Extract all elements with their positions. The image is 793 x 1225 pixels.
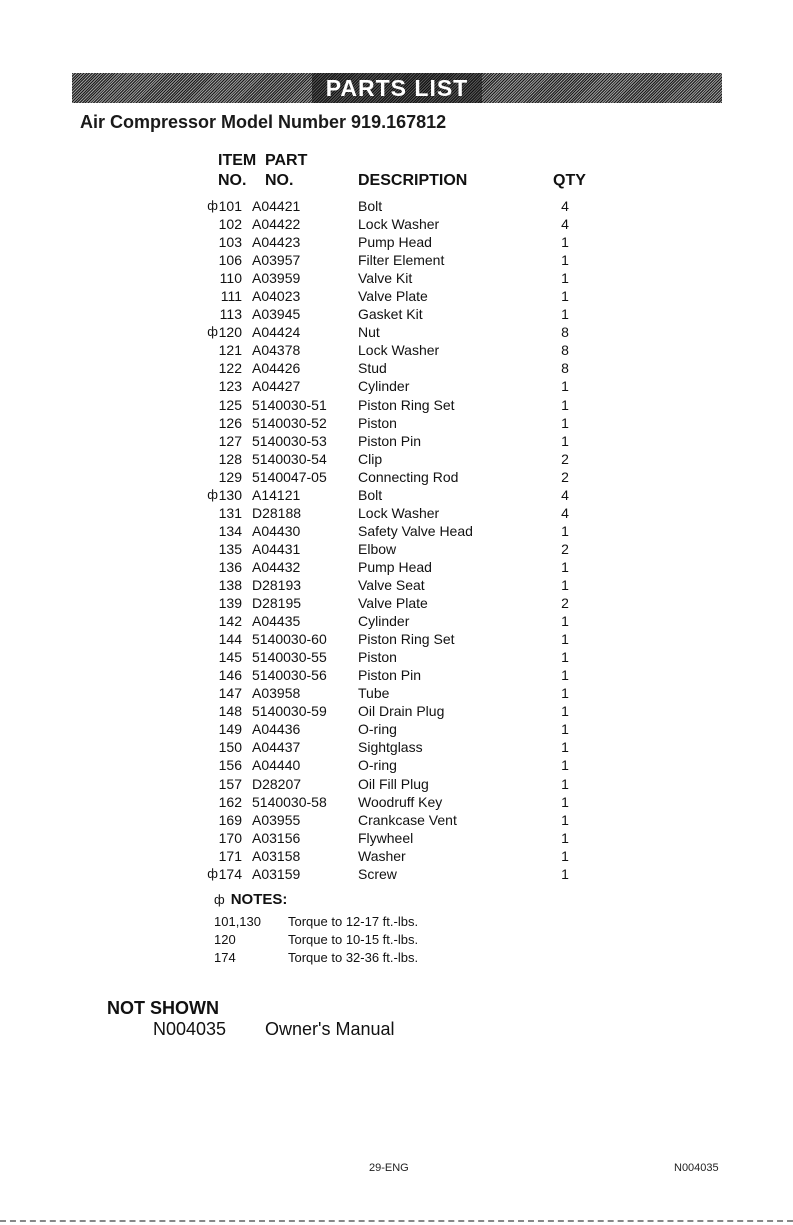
part-quantity: 8 bbox=[561, 360, 569, 377]
part-description: Piston Pin bbox=[358, 667, 422, 684]
part-number: A04378 bbox=[252, 342, 301, 359]
part-number: A04423 bbox=[252, 234, 301, 251]
item-number: 134 bbox=[218, 522, 242, 539]
part-quantity: 1 bbox=[561, 234, 569, 251]
part-description: Valve Seat bbox=[358, 576, 425, 593]
part-quantity: 4 bbox=[561, 216, 569, 233]
part-quantity: 1 bbox=[561, 270, 569, 287]
part-number: 5140030-55 bbox=[252, 649, 327, 666]
item-number: 110 bbox=[219, 270, 242, 287]
not-shown-heading: NOT SHOWN bbox=[107, 998, 219, 1018]
part-number: A04435 bbox=[252, 613, 301, 630]
part-description: Elbow bbox=[358, 540, 397, 557]
part-number: A04431 bbox=[252, 540, 301, 557]
item-number: 130 bbox=[218, 486, 242, 503]
part-quantity: 8 bbox=[561, 342, 569, 359]
part-description: Gasket Kit bbox=[358, 306, 423, 323]
part-number: A03959 bbox=[252, 270, 301, 287]
part-quantity: 1 bbox=[561, 649, 569, 666]
part-quantity: 1 bbox=[561, 847, 569, 864]
part-number: A14121 bbox=[252, 486, 301, 503]
part-quantity: 1 bbox=[561, 775, 569, 792]
part-number: A04430 bbox=[252, 522, 301, 539]
parts-list-banner bbox=[72, 73, 722, 103]
part-description: Nut bbox=[358, 324, 380, 341]
part-description: Flywheel bbox=[358, 829, 414, 846]
not-shown-description: Owner's Manual bbox=[265, 1019, 395, 1039]
part-number: 5140030-59 bbox=[252, 703, 327, 720]
item-number: 156 bbox=[218, 757, 242, 774]
part-number: A03159 bbox=[252, 865, 301, 882]
note-text: Torque to 12-17 ft.-lbs. bbox=[288, 914, 419, 929]
part-description: Sightglass bbox=[358, 739, 423, 756]
item-number: 127 bbox=[218, 432, 242, 449]
torque-marker-icon: ф bbox=[207, 865, 218, 881]
not-shown-part-number: N004035 bbox=[153, 1019, 227, 1039]
item-number: 142 bbox=[218, 613, 242, 630]
part-description: Pump Head bbox=[358, 234, 432, 251]
part-quantity: 1 bbox=[561, 793, 569, 810]
item-number: 125 bbox=[218, 396, 242, 413]
part-quantity: 1 bbox=[561, 613, 569, 630]
item-number: 101 bbox=[218, 198, 242, 214]
item-number: 169 bbox=[218, 811, 242, 828]
torque-marker-icon: ф bbox=[207, 486, 218, 502]
torque-marker-icon: ф bbox=[207, 198, 218, 213]
item-number: 111 bbox=[220, 288, 242, 305]
part-quantity: 2 bbox=[561, 450, 569, 467]
part-quantity: 1 bbox=[561, 288, 569, 305]
notes-heading bbox=[214, 891, 287, 908]
item-number: 150 bbox=[218, 739, 242, 756]
part-description: Piston bbox=[358, 649, 397, 666]
part-number: A04421 bbox=[252, 198, 301, 214]
part-description: Lock Washer bbox=[358, 504, 440, 521]
part-number: A04436 bbox=[252, 721, 301, 738]
item-number: 149 bbox=[218, 721, 242, 738]
part-description: Cylinder bbox=[358, 378, 410, 395]
note-text: Torque to 10-15 ft.-lbs. bbox=[288, 932, 419, 947]
part-quantity: 1 bbox=[561, 522, 569, 539]
torque-marker-icon: ф bbox=[214, 892, 225, 907]
part-description: Valve Plate bbox=[358, 288, 428, 305]
part-number: D28195 bbox=[252, 595, 302, 612]
part-number: 5140030-56 bbox=[252, 667, 327, 684]
page-edge-divider bbox=[0, 1220, 793, 1222]
note-text: Torque to 32-36 ft.-lbs. bbox=[288, 950, 419, 965]
part-description: O-ring bbox=[358, 721, 397, 738]
note-item-numbers: 174 bbox=[214, 950, 236, 965]
part-number: 5140030-52 bbox=[252, 414, 327, 431]
part-number: A04422 bbox=[252, 216, 301, 233]
part-description: Oil Drain Plug bbox=[358, 703, 445, 720]
item-number: 170 bbox=[218, 829, 242, 846]
part-quantity: 4 bbox=[561, 486, 569, 503]
item-number: 147 bbox=[218, 685, 242, 702]
part-number: 5140030-53 bbox=[252, 432, 327, 449]
part-header-top: PART bbox=[265, 152, 308, 169]
qty-header: QTY bbox=[553, 172, 586, 189]
part-header-bottom: NO. bbox=[265, 172, 294, 189]
part-quantity: 2 bbox=[561, 468, 569, 485]
part-description: Valve Kit bbox=[358, 270, 413, 287]
part-quantity: 1 bbox=[561, 739, 569, 756]
item-no-header bbox=[218, 151, 256, 191]
part-quantity: 1 bbox=[561, 703, 569, 720]
part-number: A03958 bbox=[252, 685, 301, 702]
part-number: A03156 bbox=[252, 829, 301, 846]
item-number: 120 bbox=[218, 324, 242, 341]
part-quantity: 1 bbox=[561, 685, 569, 702]
part-description: Piston Pin bbox=[358, 432, 422, 449]
part-quantity: 1 bbox=[561, 631, 569, 648]
document-number: N004035 bbox=[674, 1162, 719, 1174]
note-item-numbers: 101,130 bbox=[214, 914, 261, 929]
part-quantity: 1 bbox=[561, 414, 569, 431]
page-number: 29-ENG bbox=[369, 1162, 409, 1174]
part-number: 5140030-54 bbox=[252, 450, 327, 467]
part-number: A04424 bbox=[252, 324, 301, 341]
part-description: Cylinder bbox=[358, 613, 410, 630]
item-number: 148 bbox=[218, 703, 242, 720]
part-quantity: 1 bbox=[561, 396, 569, 413]
item-number: 131 bbox=[218, 504, 242, 521]
item-number: 103 bbox=[218, 234, 242, 251]
part-description: Pump Head bbox=[358, 558, 432, 575]
part-description: Connecting Rod bbox=[358, 468, 459, 485]
part-number: D28193 bbox=[252, 576, 302, 593]
part-description: Lock Washer bbox=[358, 216, 440, 233]
item-number: 106 bbox=[218, 252, 242, 269]
item-number: 102 bbox=[218, 216, 242, 233]
part-number: A04437 bbox=[252, 739, 301, 756]
item-number: 123 bbox=[218, 378, 242, 395]
part-description: Filter Element bbox=[358, 252, 445, 269]
banner-title: PARTS LIST bbox=[312, 73, 482, 103]
part-number: D28207 bbox=[252, 775, 302, 792]
item-number: 139 bbox=[218, 595, 242, 612]
part-quantity: 1 bbox=[561, 432, 569, 449]
item-number: 136 bbox=[218, 558, 242, 575]
part-number: D28188 bbox=[252, 504, 302, 521]
part-quantity: 2 bbox=[561, 595, 569, 612]
part-number: 5140030-58 bbox=[252, 793, 327, 810]
item-header-bottom: NO. bbox=[218, 172, 247, 189]
item-number: 157 bbox=[218, 775, 242, 792]
part-description: Valve Plate bbox=[358, 595, 428, 612]
item-number: 128 bbox=[218, 450, 242, 467]
part-number: A03955 bbox=[252, 811, 301, 828]
part-no-header bbox=[265, 151, 307, 191]
part-description: Lock Washer bbox=[358, 342, 440, 359]
item-number: 122 bbox=[218, 360, 242, 377]
part-number: A04440 bbox=[252, 757, 301, 774]
item-number: 145 bbox=[218, 649, 242, 666]
item-number: 171 bbox=[218, 847, 242, 864]
part-quantity: 2 bbox=[561, 540, 569, 557]
item-number: 162 bbox=[218, 793, 242, 810]
part-number: A04426 bbox=[252, 360, 301, 377]
part-quantity: 1 bbox=[561, 829, 569, 846]
part-quantity: 1 bbox=[561, 252, 569, 269]
part-quantity: 1 bbox=[561, 576, 569, 593]
part-quantity: 1 bbox=[561, 721, 569, 738]
part-number: 5140047-05 bbox=[252, 468, 327, 485]
part-number: A04427 bbox=[252, 378, 301, 395]
item-number: 126 bbox=[218, 414, 242, 431]
part-quantity: 1 bbox=[561, 558, 569, 575]
item-number: 144 bbox=[218, 631, 242, 648]
description-header: DESCRIPTION bbox=[358, 172, 468, 189]
part-number: A03158 bbox=[252, 847, 301, 864]
part-quantity: 1 bbox=[561, 378, 569, 395]
item-number: 129 bbox=[218, 468, 242, 485]
part-number: A04023 bbox=[252, 288, 301, 305]
item-number: 138 bbox=[218, 576, 242, 593]
notes-heading-text: NOTES: bbox=[230, 891, 288, 908]
part-description: Woodruff Key bbox=[358, 793, 443, 810]
part-quantity: 1 bbox=[561, 667, 569, 684]
part-quantity: 1 bbox=[561, 757, 569, 774]
item-number: 121 bbox=[218, 342, 242, 359]
part-description: Tube bbox=[358, 685, 390, 702]
part-number: A04432 bbox=[252, 558, 301, 575]
part-number: A03957 bbox=[252, 252, 301, 269]
part-number: A03945 bbox=[252, 306, 301, 323]
part-description: Bolt bbox=[358, 198, 383, 214]
model-title: Air Compressor Model Number 919.167812 bbox=[80, 112, 447, 132]
note-item-numbers: 120 bbox=[214, 932, 236, 947]
part-description: Piston Ring Set bbox=[358, 396, 455, 413]
part-description: Safety Valve Head bbox=[358, 522, 473, 539]
item-number: 174 bbox=[218, 865, 242, 882]
item-number: 135 bbox=[218, 540, 242, 557]
part-description: Stud bbox=[358, 360, 387, 377]
torque-marker-icon: ф bbox=[207, 324, 218, 340]
item-header-top: ITEM bbox=[218, 152, 257, 169]
part-quantity: 1 bbox=[561, 811, 569, 828]
part-description: Clip bbox=[358, 450, 383, 467]
part-quantity: 1 bbox=[561, 865, 569, 882]
item-number: 113 bbox=[219, 306, 242, 323]
part-description: Screw bbox=[358, 865, 397, 882]
part-description: Oil Fill Plug bbox=[358, 775, 429, 792]
part-description: Crankcase Vent bbox=[358, 811, 457, 828]
part-number: 5140030-51 bbox=[252, 396, 327, 413]
part-description: Piston Ring Set bbox=[358, 631, 455, 648]
part-description: Washer bbox=[358, 847, 406, 864]
part-quantity: 1 bbox=[561, 306, 569, 323]
part-description: Piston bbox=[358, 414, 397, 431]
part-quantity: 4 bbox=[561, 504, 569, 521]
part-quantity: 8 bbox=[561, 324, 569, 341]
part-number: 5140030-60 bbox=[252, 631, 327, 648]
part-description: O-ring bbox=[358, 757, 397, 774]
part-description: Bolt bbox=[358, 486, 383, 503]
part-quantity: 4 bbox=[561, 198, 569, 214]
item-number: 146 bbox=[218, 667, 242, 684]
